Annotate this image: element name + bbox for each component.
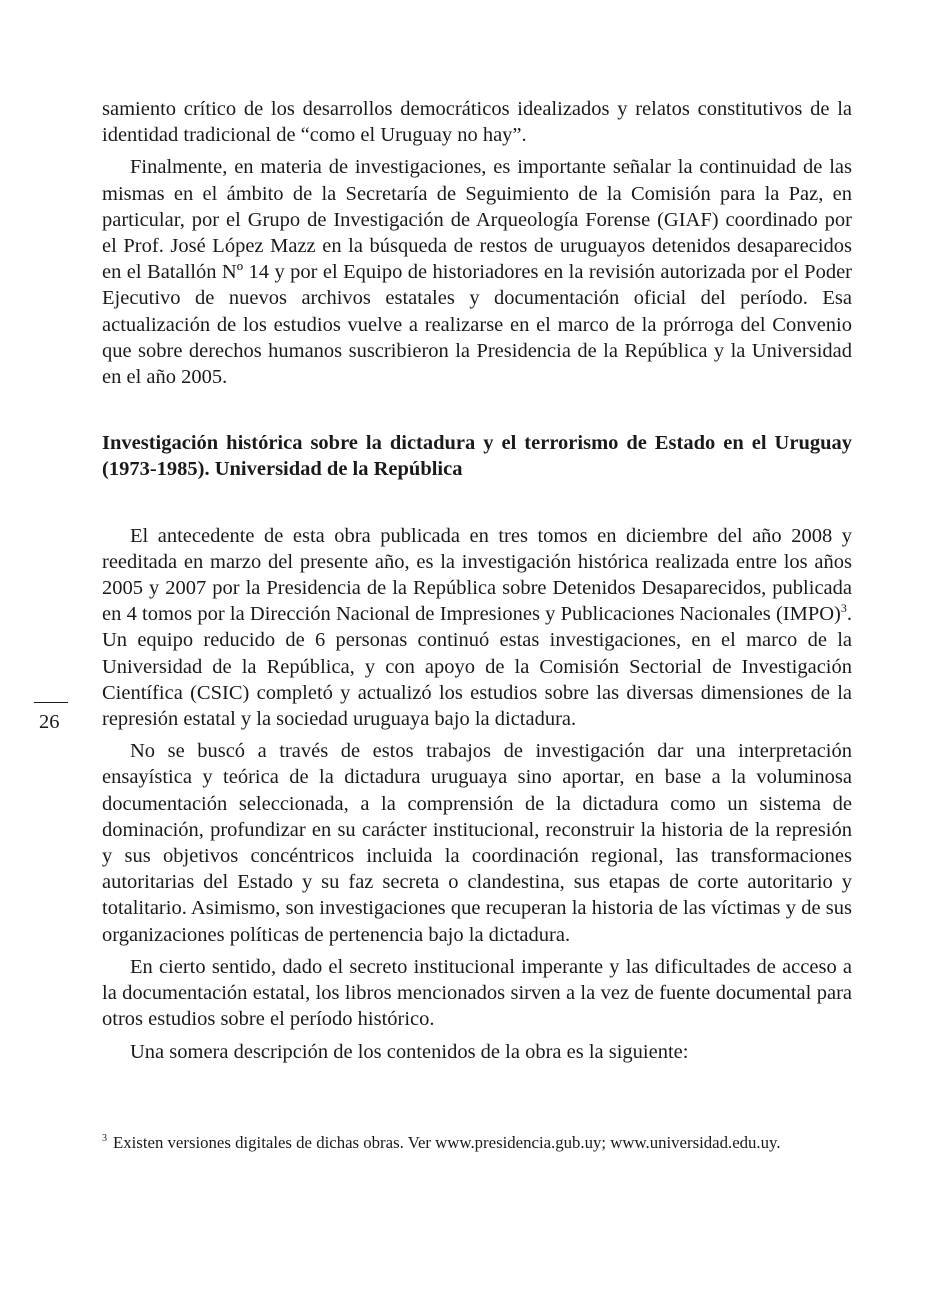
paragraph-antecedente-part1: El antecedente de esta obra publicada en tres tomos en diciembre del año 2008 y reeditada en marzo del presente año, es la investigación histórica realizada entre los años 2005 y 2007 por la Presidencia de la República sobre Detenidos Desaparecidos, publicada en 4 tomos por la Dirección Nacional de Impresiones y Publicaciones Nacionales (IMPO)	[102, 524, 852, 626]
page-number-rule	[34, 702, 68, 703]
paragraph-descripcion: Una somera descripción de los contenidos de la obra es la siguiente:	[130, 1040, 689, 1063]
footnote	[102, 1132, 862, 1154]
footnote-reference: 3	[840, 601, 847, 616]
paragraph-continuation: samiento crítico de los desarrollos democráticos idealizados y relatos constitutivos de la identidad tradicional de “como el Uruguay no hay”.	[102, 98, 852, 147]
paragraph-objetivos: No se buscó a través de estos trabajos de investigación dar una interpretación ensayística y teórica de la dictadura uruguaya sino aportar, en base a la voluminosa documentación seleccionada, a la comprensión de la dictadura como un sistema de dominación, profundizar en su carácter institucional, reconstruir la historia de la represión y sus objetivos concéntricos incluida la coordinación regional, las transformaciones autoritarias del Estado y su faz secreta o clandestina, sus etapas de corte autoritario y totalitario. Asimismo, son investigaciones que recuperan la historia de las víctimas y de sus organizaciones políticas de pertenencia bajo la dictadura.	[102, 740, 852, 946]
page-number: 26	[39, 711, 60, 733]
paragraph-antecedente-part2: . Un equipo reducido de 6 personas continuó estas investigaciones, en el marco de la Universidad de la República, y con apoyo de la Comisión Sectorial de Investigación Científica (CSIC) completó y actualizó los estudios sobre las diversas dimensiones de la represión estatal y la sociedad uruguaya bajo la dictadura.	[102, 603, 852, 731]
paragraph-secreto: En cierto sentido, dado el secreto institucional imperante y las dificultades de acceso a la documentación estatal, los libros mencionados sirven a la vez de fuente documental para otros estudios sobre el período histórico.	[102, 955, 852, 1031]
footnote-text: Existen versiones digitales de dichas obras. Ver www.presidencia.gub.uy; www.universidad.edu.uy.	[113, 1133, 781, 1152]
page-body	[102, 96, 852, 1065]
paragraph-antecedente	[102, 523, 852, 733]
paragraph-investigaciones: Finalmente, en materia de investigaciones, es importante señalar la continuidad de las mismas en el ámbito de la Secretaría de Seguimiento de la Comisión para la Paz, en particular, por el Grupo de Investigación de Arqueología Forense (GIAF) coordinado por el Prof. José López Mazz en la búsqueda de restos de uruguayos detenidos desaparecidos en el Batallón Nº 14 y por el Equipo de historiadores en la revisión autorizada por el Poder Ejecutivo de nuevos archivos estatales y documentación oficial del período. Esa actualización de los estudios vuelve a realizarse en el marco de la prórroga del Convenio que sobre derechos humanos suscribieron la Presidencia de la República y la Universidad en el año 2005.	[102, 156, 852, 389]
section-heading: Investigación histórica sobre la dictadura y el terrorismo de Estado en el Uruguay (1973-1985). Universidad de la República	[102, 432, 852, 481]
footnote-number: 3	[102, 1133, 107, 1145]
